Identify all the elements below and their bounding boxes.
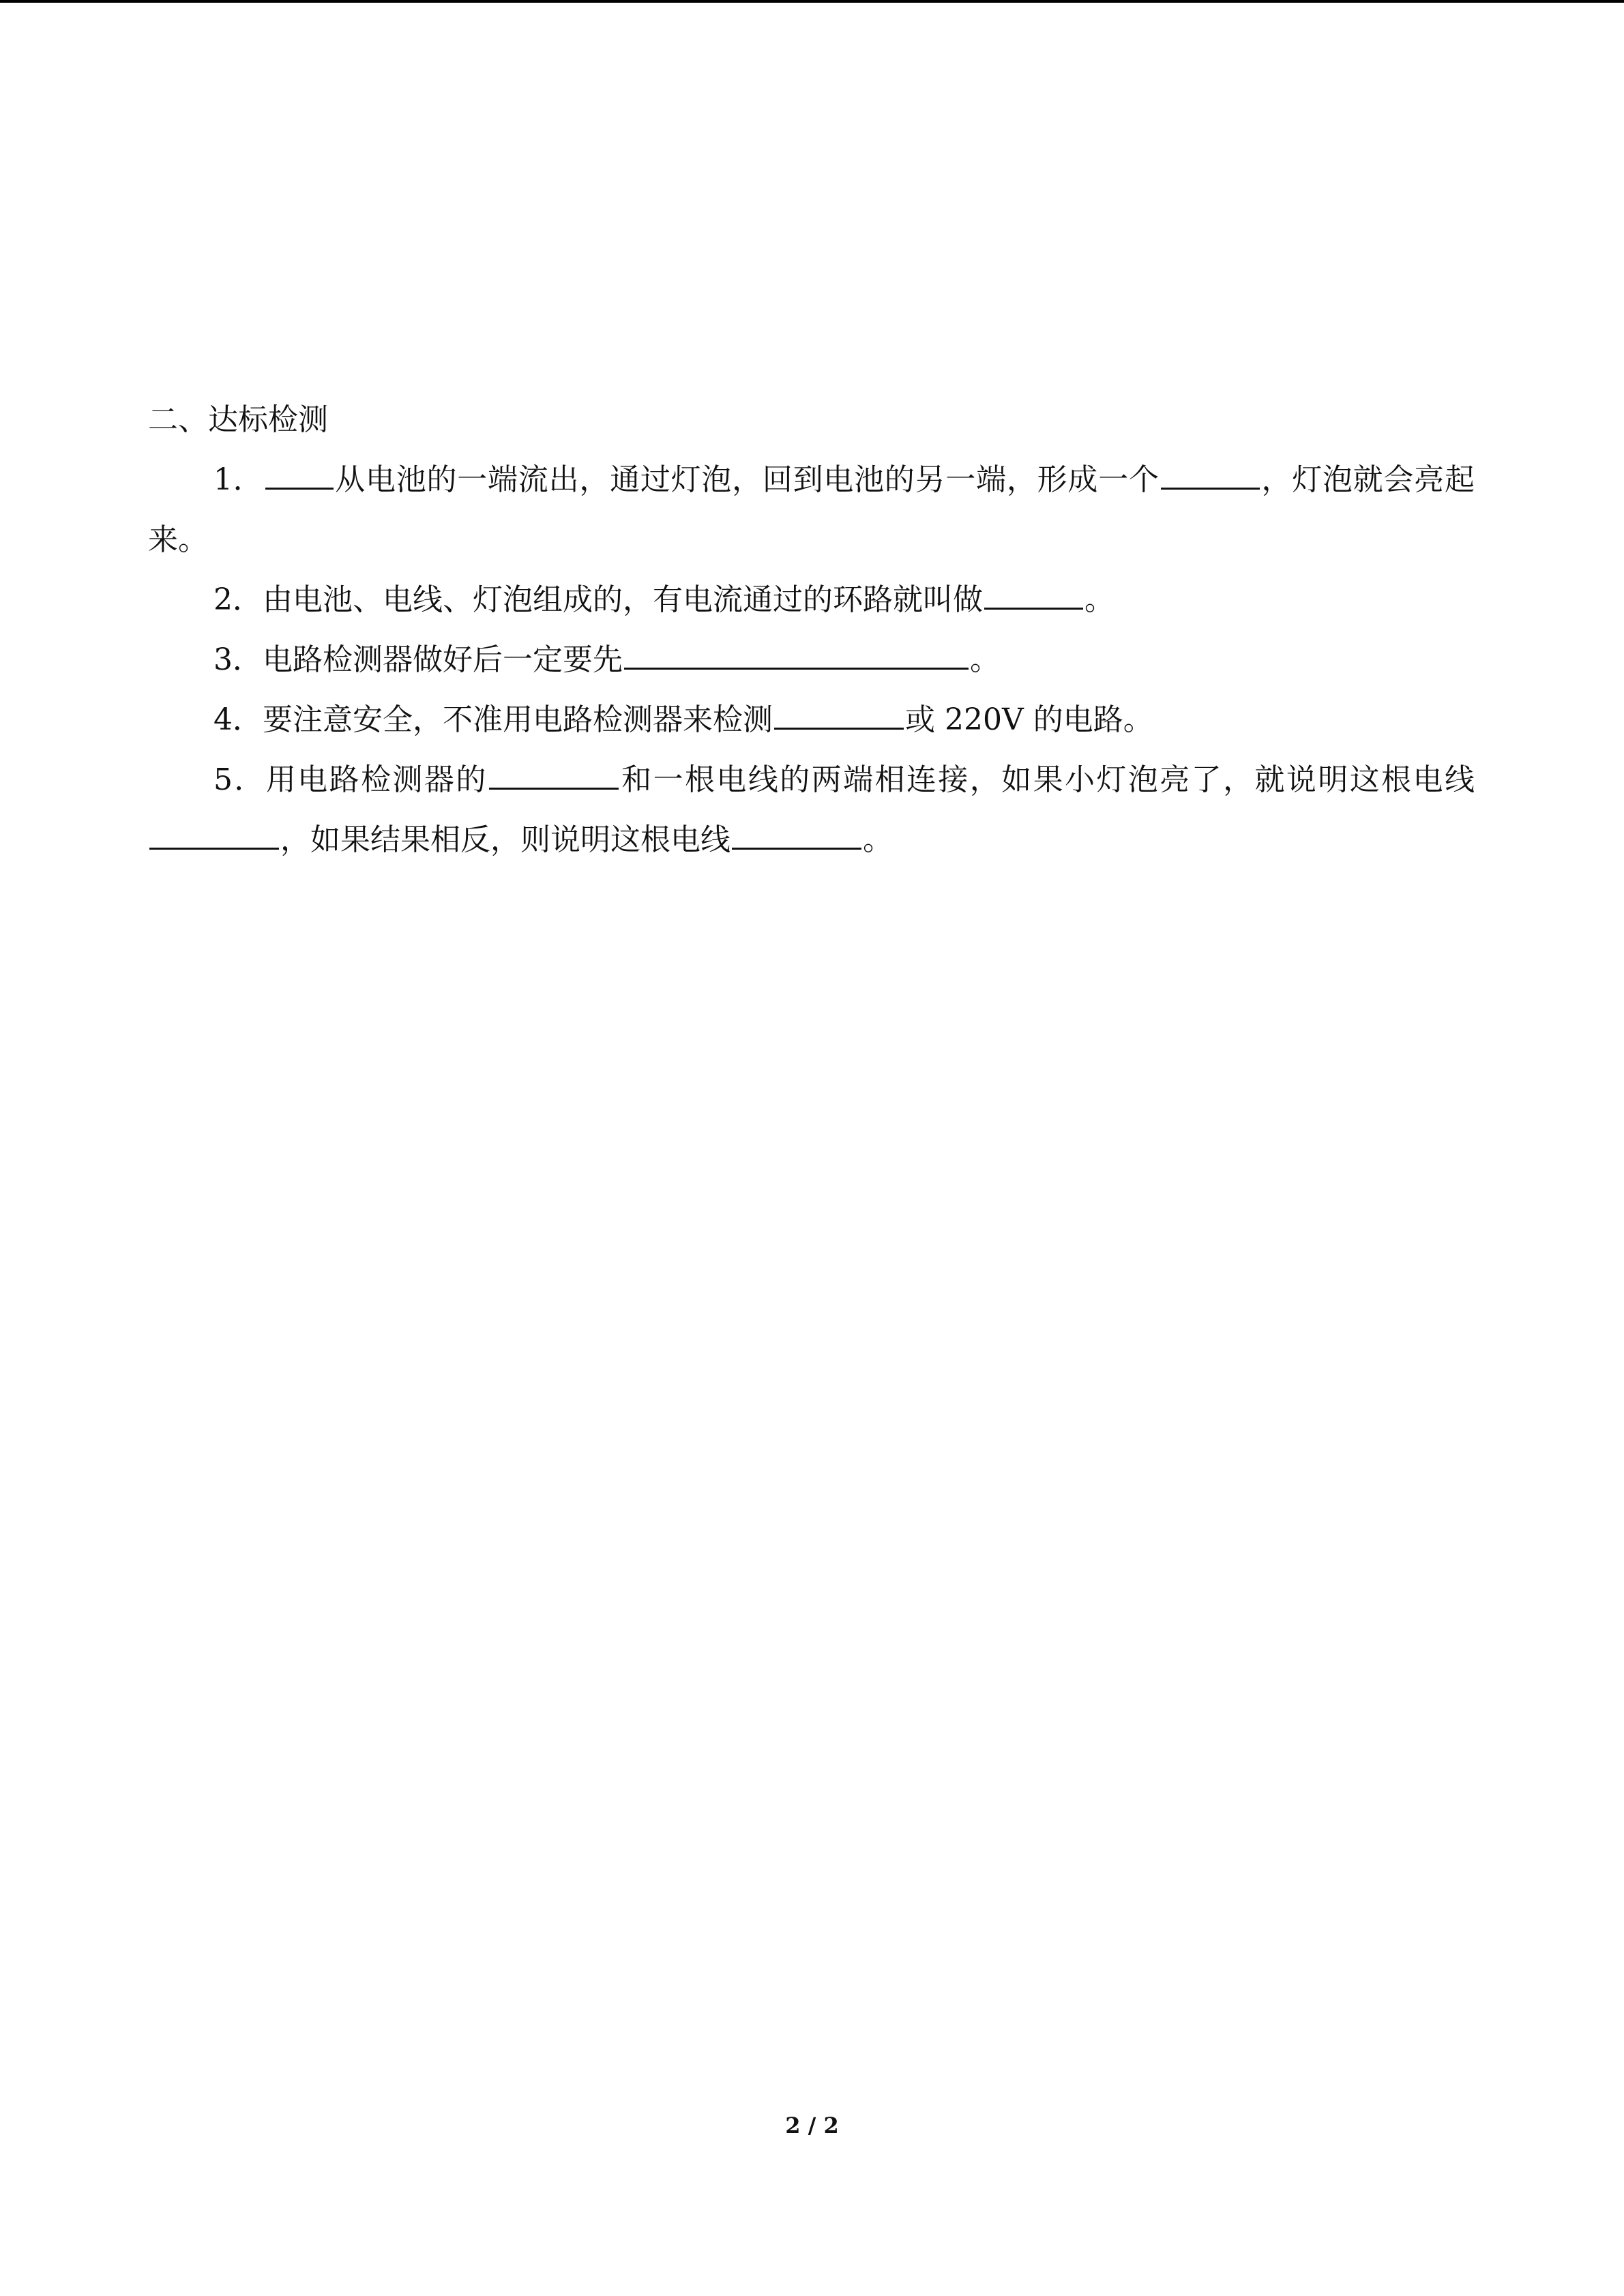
page-number: 2 / 2 (785, 2113, 839, 2138)
answer-blank[interactable] (984, 580, 1083, 610)
question-text: 用电路检测器的 (265, 762, 488, 797)
question-text: 要注意安全，不准用电路检测器来检测 (263, 702, 773, 737)
document-body (148, 390, 1475, 870)
question-text: 电路检测器做好后一定要先 (263, 642, 623, 677)
top-border-line (0, 0, 1624, 3)
answer-blank[interactable] (624, 640, 969, 670)
question-number: 3． (213, 642, 263, 677)
answer-blank[interactable] (1161, 460, 1260, 490)
answer-blank[interactable] (265, 460, 334, 490)
question-text: 。 (970, 642, 1000, 677)
answer-blank[interactable] (489, 760, 619, 790)
question-text: 或 220V 的电路。 (905, 702, 1153, 737)
question-5 (148, 750, 1475, 870)
question-text: 由电池、电线、灯泡组成的，有电流通过的环路就叫做 (263, 582, 983, 617)
section-heading: 二、达标检测 (148, 402, 328, 437)
answer-blank[interactable] (732, 820, 861, 850)
question-number: 1． (213, 462, 264, 497)
question-1 (148, 450, 1475, 570)
question-number: 4． (213, 702, 263, 737)
question-text: 和一根电线的两端相连接，如果小灯泡亮了，就说明这根电线 (619, 762, 1475, 797)
question-text: 。 (863, 822, 893, 857)
question-2 (148, 570, 1475, 630)
question-number: 2． (213, 582, 263, 617)
question-text: 从电池的一端流出，通过灯泡，回到电池的另一端，形成一个 (334, 462, 1160, 497)
question-text: 。 (1084, 582, 1114, 617)
question-number: 5． (213, 762, 266, 797)
answer-blank[interactable] (149, 820, 279, 850)
question-4 (148, 690, 1475, 750)
question-3 (148, 630, 1475, 690)
question-text: ，灯泡就会亮起来。 (148, 462, 1475, 557)
answer-blank[interactable] (774, 700, 904, 730)
question-text: ，如果结果相反，则说明这根电线 (280, 822, 730, 857)
